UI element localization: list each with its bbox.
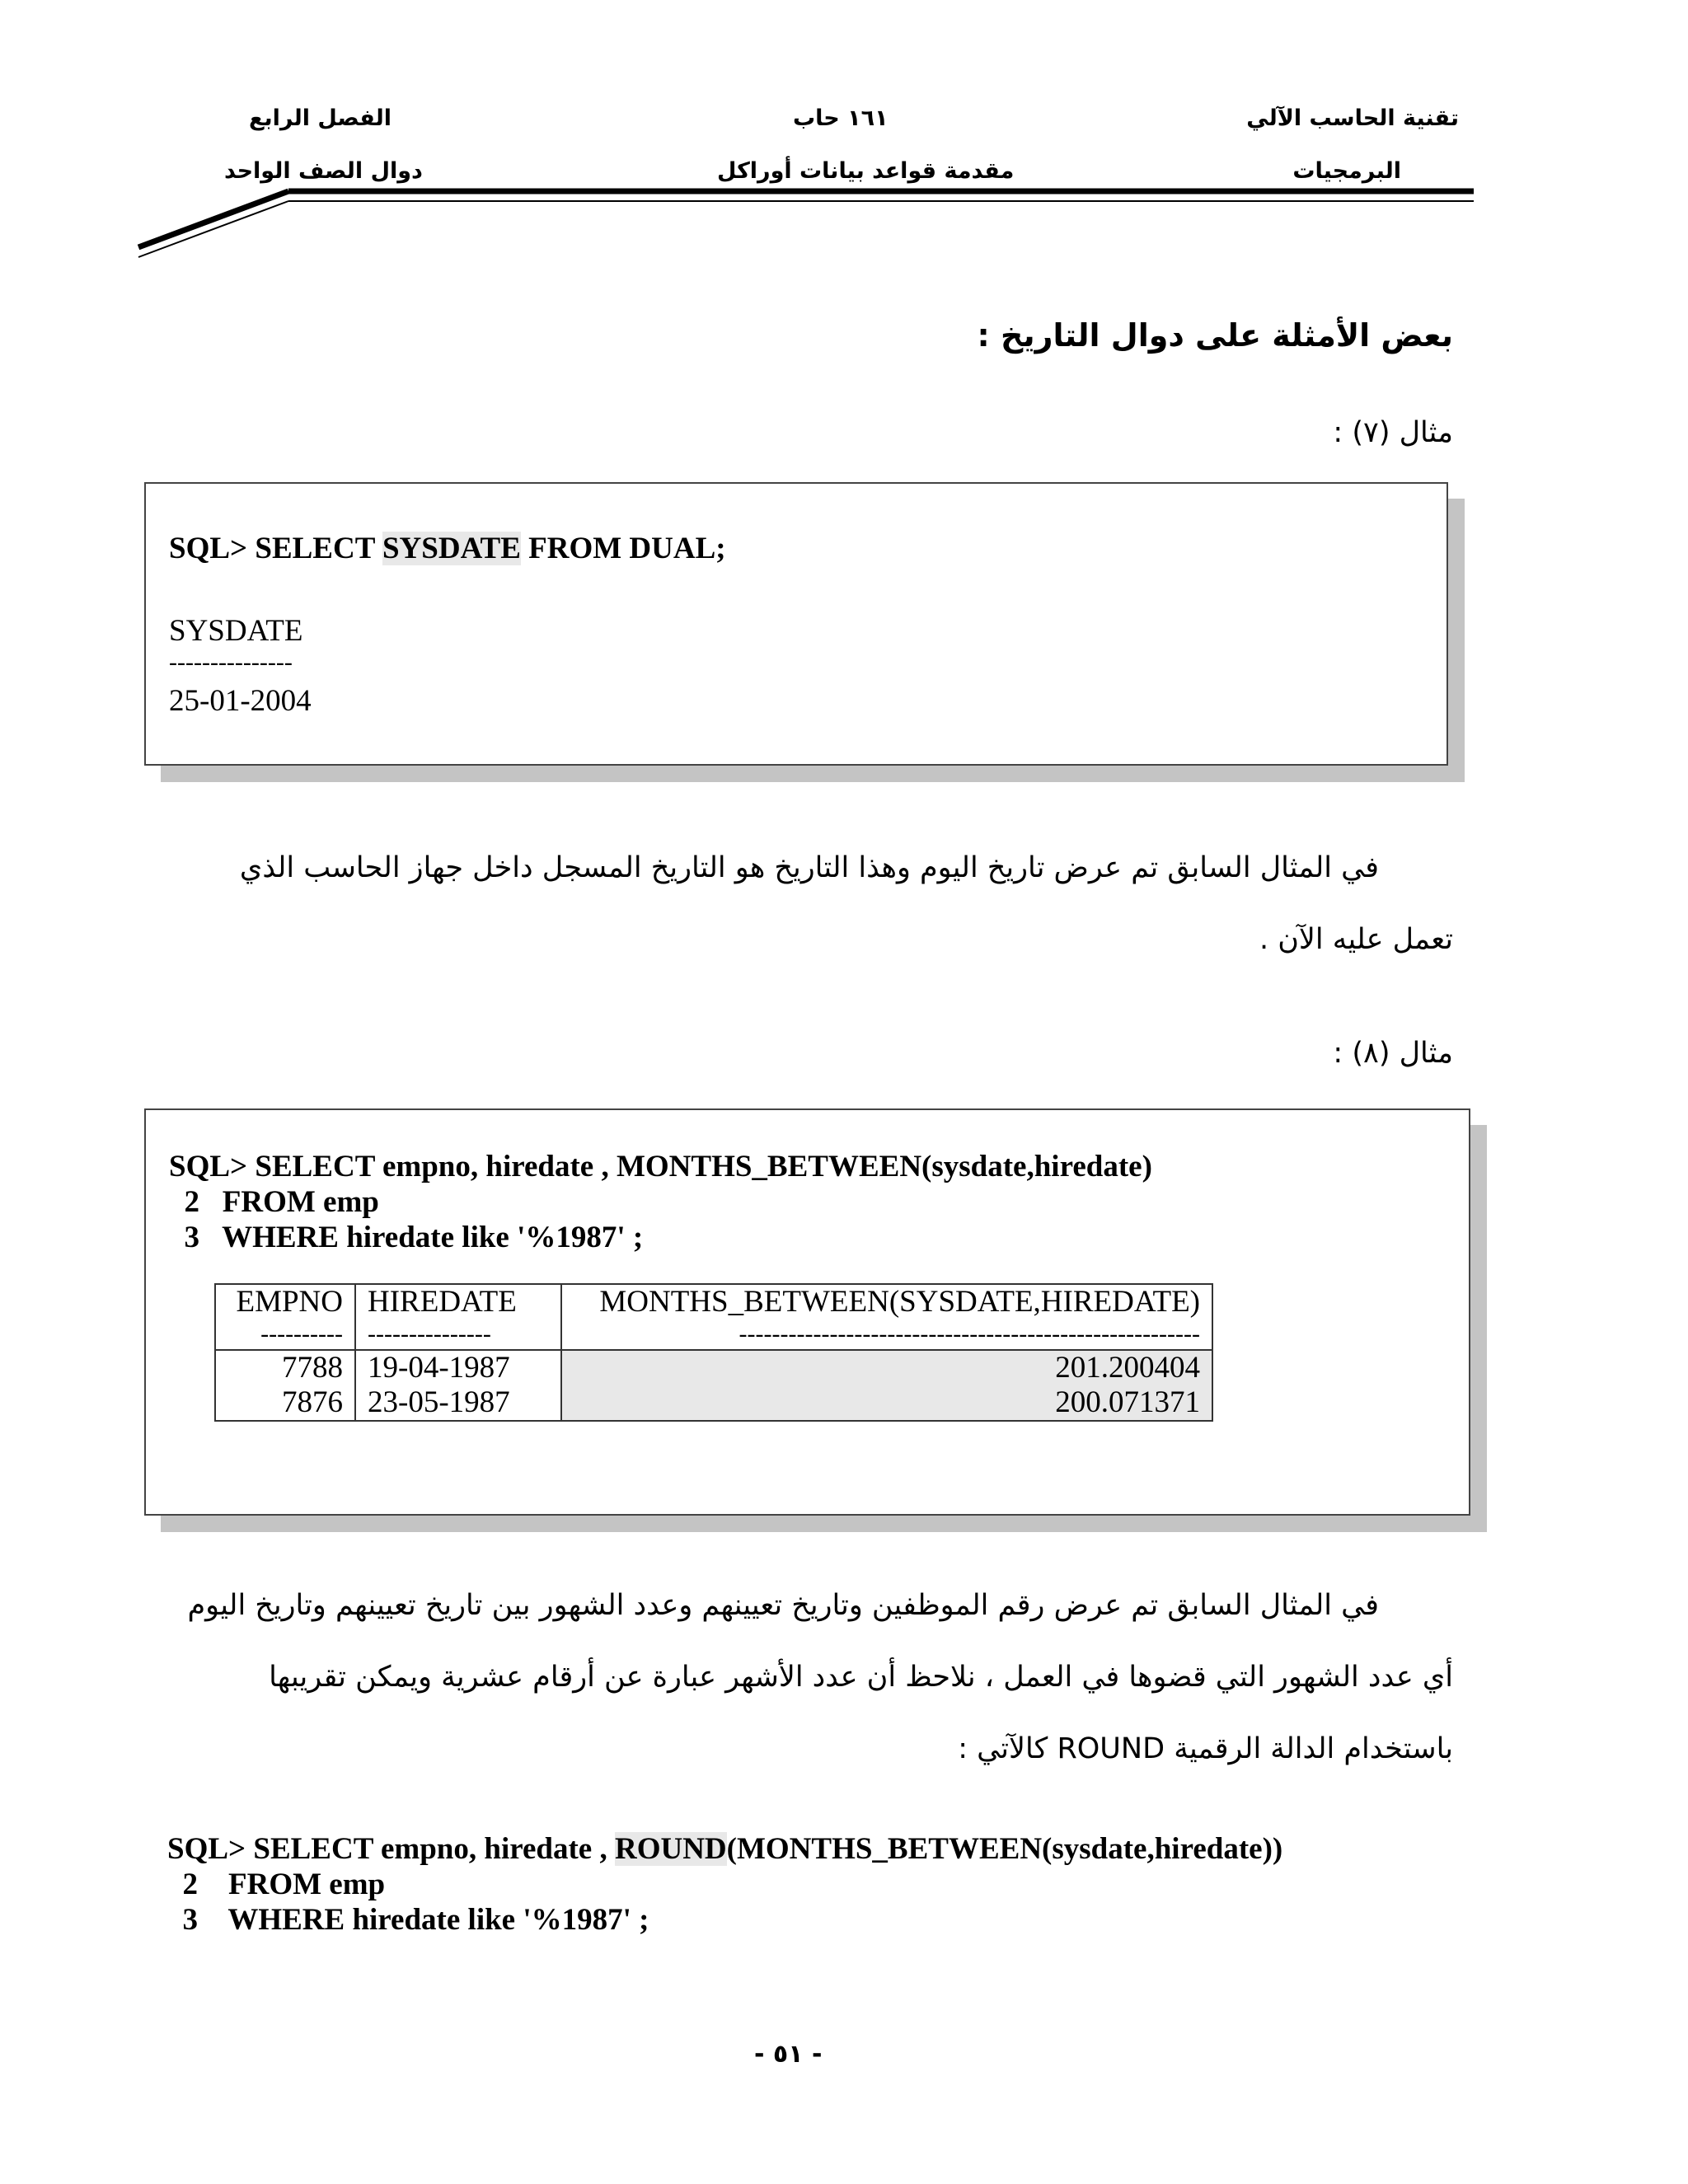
round-function: ROUND [614, 1832, 727, 1866]
result-value: 25-01-2004 [169, 684, 312, 718]
header-course-code: ١٦١ حاب [793, 105, 889, 131]
header-chapter: الفصل الرابع [249, 105, 392, 131]
header-subject: مقدمة قواعد بيانات أوراكل [717, 158, 1015, 184]
paragraph-1 [134, 832, 1453, 976]
example-8-label: مثال (٨) : [1333, 1037, 1453, 1070]
table-row [215, 1350, 1212, 1385]
example-8-code-box [144, 1108, 1470, 1516]
sql-prompt: SQL> SELECT [169, 532, 382, 565]
sql-rest: FROM DUAL; [520, 532, 726, 565]
cell-empno: 7876 [215, 1385, 355, 1421]
paragraph-1-line-1: في المثال السابق تم عرض تاريخ اليوم وهذا التاريخ هو التاريخ المسجل داخل جهاز الحاسب الذي [239, 851, 1379, 884]
header-course-title: تقنية الحاسب الآلي [1246, 105, 1459, 131]
example-7-query [169, 533, 726, 564]
header-chapter-topic: دوال الصف الواحد [224, 158, 423, 184]
table-header-row [215, 1284, 1212, 1350]
example-8-query-line-3: 3 WHERE hiredate like '%1987' ; [169, 1221, 644, 1254]
paragraph-2-line-3: باستخدام الدالة الرقمية ROUND كالآتي : [958, 1732, 1453, 1765]
cell-months: 200.071371 [561, 1385, 1212, 1421]
paragraph-1-line-2: تعمل عليه الآن . [1259, 923, 1453, 956]
example-9-query-line-1: SQL> SELECT empno, hiredate , ROUND(MONTHS_BETWEEN(sysdate,hiredate)) [167, 1832, 1283, 1866]
result-table [214, 1283, 1213, 1422]
paragraph-2-line-2: أي عدد الشهور التي قضوها في العمل ، نلاحظ أن عدد الأشهر عبارة عن أرقام عشرية ويمكن تقريبها [269, 1661, 1453, 1694]
paragraph-2-line-1: في المثال السابق تم عرض رقم الموظفين وتاريخ تعيينهم وعدد الشهور بين تاريخ تعيينهم وتاريخ اليوم [187, 1589, 1379, 1622]
cell-hiredate: 19-04-1987 [355, 1350, 561, 1385]
header-rule [0, 0, 1688, 280]
sysdate-function: SYSDATE [382, 532, 521, 565]
col-header-months-between: MONTHS_BETWEEN(SYSDATE,HIREDATE) -------------------------------------------------------- [561, 1284, 1212, 1350]
example-9-query-line-3: 3 WHERE hiredate like '%1987' ; [167, 1903, 649, 1937]
example-8-query-line-2: 2 FROM emp [169, 1185, 379, 1219]
paragraph-2 [134, 1570, 1453, 1785]
page-number: - ٥١ - [754, 2040, 823, 2069]
example-7-label: مثال (٧) : [1333, 416, 1453, 449]
cell-empno: 7788 [215, 1350, 355, 1385]
col-header-hiredate: HIREDATE --------------- [355, 1284, 561, 1350]
cell-months: 201.200404 [561, 1350, 1212, 1385]
result-column-header: SYSDATE [169, 614, 303, 648]
example-7-code-box [144, 482, 1448, 766]
header-department: البرمجيات [1292, 158, 1401, 184]
cell-hiredate: 23-05-1987 [355, 1385, 561, 1421]
example-8-query-line-1: SQL> SELECT empno, hiredate , MONTHS_BETWEEN(sysdate,hiredate) [169, 1150, 1152, 1183]
result-dashes: --------------- [169, 649, 293, 676]
example-9-query-line-2: 2 FROM emp [167, 1868, 386, 1901]
col-header-empno: EMPNO ---------- [215, 1284, 355, 1350]
section-title: بعض الأمثلة على دوال التاريخ : [977, 317, 1453, 354]
table-row [215, 1385, 1212, 1421]
